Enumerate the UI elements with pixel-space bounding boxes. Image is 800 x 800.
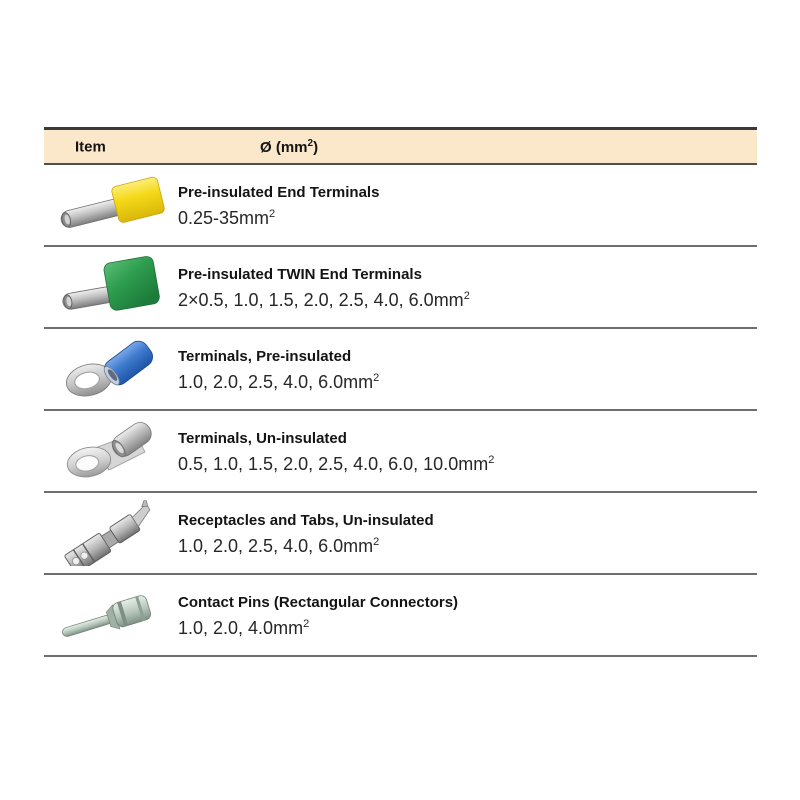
table-row: [44, 493, 757, 575]
row-sizes: 2×0.5, 1.0, 1.5, 2.0, 2.5, 4.0, $6.0mm^2$: [178, 289, 470, 310]
row-sizes: 0.5, 1.0, 1.5, 2.0, 2.5, 4.0, 6.0, $10.0mm^2$: [178, 453, 495, 474]
table-row: [44, 329, 757, 411]
table-header-row: [44, 127, 757, 165]
uninsulated-ring-terminal-image: [44, 418, 178, 484]
row-sizes: 1.0, 2.0, 2.5, 4.0, $6.0mm^2$: [178, 371, 380, 392]
contact-pin-image: [44, 582, 178, 648]
table-row: [44, 165, 757, 247]
table-row: [44, 411, 757, 493]
column-header-item: Item: [75, 138, 106, 155]
table-row: [44, 575, 757, 657]
row-sizes: $0.25-35mm^2$: [178, 207, 276, 228]
row-title: Pre-insulated TWIN End Terminals: [178, 265, 422, 283]
row-sizes: 1.0, 2.0, $4.0mm^2$: [178, 617, 310, 638]
row-title: Terminals, Un-insulated: [178, 429, 347, 447]
column-header-diameter: Ø $(mm^2)$: [260, 137, 319, 156]
yellow-end-terminal-image: [44, 172, 178, 238]
row-title: Pre-insulated End Terminals: [178, 183, 380, 201]
row-title: Terminals, Pre-insulated: [178, 347, 352, 365]
row-title: Contact Pins (Rectangular Connectors): [178, 593, 459, 611]
blue-ring-terminal-image: [44, 336, 178, 402]
terminal-catalog-table: [44, 127, 757, 657]
table-row: [44, 247, 757, 329]
row-title: Receptacles and Tabs, Un-insulated: [178, 511, 434, 529]
receptacle-image: [44, 500, 178, 566]
green-twin-end-terminal-image: [44, 254, 178, 320]
row-sizes: 1.0, 2.0, 2.5, 4.0, $6.0mm^2$: [178, 535, 380, 556]
